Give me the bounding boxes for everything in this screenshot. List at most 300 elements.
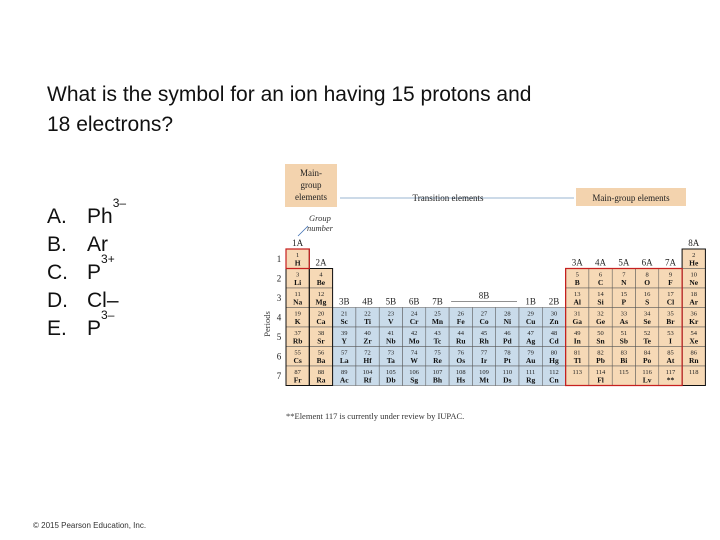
- element-cell: [589, 366, 612, 386]
- element-symbol: Hf: [363, 356, 372, 365]
- element-cell: [519, 366, 542, 386]
- element-cell: [682, 347, 705, 367]
- period-number: 7: [276, 371, 282, 381]
- answer-option-c: [47, 252, 126, 287]
- element-symbol: Bi: [620, 356, 628, 365]
- element-symbol: K: [294, 317, 301, 326]
- element-symbol: Ge: [595, 317, 606, 326]
- group-number-label-line1: Group: [309, 213, 331, 223]
- atomic-number: 8: [645, 271, 649, 279]
- atomic-number: 16: [643, 291, 651, 298]
- element-cell: [612, 288, 635, 308]
- atomic-number: 14: [597, 291, 604, 298]
- element-cell: [449, 366, 472, 386]
- atomic-number: 84: [643, 349, 651, 357]
- atomic-number: 115: [619, 369, 629, 376]
- atomic-number: 36: [690, 310, 697, 318]
- atomic-number: 4: [319, 271, 323, 279]
- element-symbol: H: [294, 258, 301, 268]
- element-cell: [659, 308, 682, 328]
- element-cell: [286, 288, 309, 308]
- element-cell: [472, 347, 495, 367]
- atomic-number: 28: [504, 310, 511, 318]
- atomic-number: 9: [668, 271, 673, 279]
- element-symbol: Cr: [409, 317, 419, 326]
- element-symbol: Pb: [596, 356, 605, 365]
- element-symbol: Cn: [549, 375, 559, 385]
- element-symbol: Rg: [526, 375, 536, 385]
- element-symbol: Tl: [573, 356, 581, 365]
- element-symbol: Si: [597, 297, 604, 307]
- answer-letter: C.: [47, 261, 68, 284]
- element-symbol: Li: [294, 278, 302, 287]
- element-symbol: Os: [456, 356, 466, 365]
- element-symbol: Rf: [363, 375, 372, 385]
- transition-label: Transition elements: [412, 193, 484, 203]
- answer-symbol: Cl–: [87, 289, 119, 312]
- element-symbol: Kr: [689, 317, 699, 326]
- element-cell: [309, 308, 332, 328]
- element-cell: [682, 249, 705, 269]
- group-label: 1A: [292, 238, 304, 248]
- element-symbol: O: [644, 278, 651, 287]
- element-cell: [379, 308, 402, 328]
- group-label: 5B: [385, 296, 397, 307]
- element-cell: [519, 308, 542, 328]
- element-symbol: P: [621, 297, 627, 307]
- element-symbol: Sr: [317, 336, 325, 346]
- element-symbol: N: [621, 278, 627, 287]
- element-cell: [286, 366, 309, 386]
- atomic-number: 109: [479, 369, 489, 376]
- group-label: 1B: [525, 296, 536, 307]
- atomic-number: 26: [457, 310, 464, 318]
- answer-charge: 3–: [101, 308, 115, 322]
- period-number: 1: [276, 254, 282, 264]
- atomic-number: 1: [296, 252, 300, 259]
- element-symbol: Mt: [479, 375, 489, 385]
- atomic-number: 88: [317, 369, 325, 376]
- atomic-number: 42: [410, 330, 418, 337]
- atomic-number: 27: [480, 310, 488, 318]
- group-label: 3A: [571, 257, 583, 268]
- atomic-number: 57: [341, 349, 348, 357]
- element-cell: [542, 308, 565, 328]
- element-cell: [636, 288, 659, 308]
- element-symbol: Fr: [293, 375, 302, 385]
- element-cell: [496, 308, 519, 328]
- element-symbol: Ni: [503, 317, 512, 326]
- element-cell: [426, 366, 449, 386]
- element-cell: [589, 327, 612, 347]
- element-cell: [309, 366, 332, 386]
- element-symbol: F: [668, 278, 673, 287]
- element-symbol: Xe: [689, 336, 699, 346]
- element-symbol: Ru: [455, 336, 466, 346]
- element-symbol: Co: [479, 317, 489, 326]
- atomic-number: 32: [597, 310, 604, 318]
- element-cell: [333, 308, 356, 328]
- atomic-number: 45: [480, 330, 488, 337]
- element-symbol: Fe: [456, 317, 465, 326]
- atomic-number: 80: [550, 349, 558, 357]
- element-symbol: Se: [643, 317, 651, 326]
- element-symbol: Rb: [292, 336, 303, 346]
- element-cell: [403, 347, 426, 367]
- atomic-number: 24: [410, 310, 418, 318]
- element-cell: [333, 347, 356, 367]
- question-line-2: 18 electrons?: [47, 113, 174, 136]
- atomic-number: 10: [690, 271, 697, 279]
- element-cell: [286, 308, 309, 328]
- element-symbol: Re: [433, 356, 442, 365]
- element-cell: [426, 347, 449, 367]
- group-label: 8A: [688, 238, 700, 248]
- atomic-number: 30: [550, 310, 558, 318]
- element-symbol: Hs: [456, 375, 466, 385]
- element-symbol: Tc: [433, 336, 442, 346]
- element-cell: [542, 327, 565, 347]
- atomic-number: 53: [667, 330, 674, 337]
- atomic-number: 114: [595, 369, 606, 376]
- element-symbol: In: [573, 336, 581, 346]
- element-cell: [472, 366, 495, 386]
- element-symbol: He: [689, 258, 699, 268]
- element-cell: [659, 366, 682, 386]
- element-symbol: Al: [573, 297, 581, 307]
- element-cells: [286, 249, 705, 386]
- group-label: 3B: [338, 296, 350, 307]
- atomic-number: 51: [620, 330, 628, 337]
- element-cell: [682, 308, 705, 328]
- element-cell: [566, 308, 589, 328]
- atomic-number: 35: [667, 310, 674, 318]
- atomic-number: 85: [667, 349, 674, 357]
- element-symbol: Ga: [572, 317, 583, 326]
- element-cell: [403, 327, 426, 347]
- answer-symbol: Ph: [87, 205, 113, 228]
- element-symbol: Cd: [549, 336, 559, 346]
- group-label: 5A: [618, 257, 630, 268]
- atomic-number: 25: [434, 310, 441, 318]
- element-cell: [379, 366, 402, 386]
- answer-symbol: P: [87, 261, 102, 284]
- atomic-number: 75: [434, 349, 441, 357]
- element-symbol: Sb: [619, 336, 629, 346]
- element-symbol: Cl: [666, 297, 675, 307]
- element-symbol: Sc: [340, 317, 348, 326]
- element-cell: [356, 308, 379, 328]
- element-symbol: Au: [525, 356, 536, 365]
- element-cell: [682, 327, 705, 347]
- atomic-number: 11: [294, 291, 301, 298]
- atomic-number: 117: [665, 369, 676, 376]
- atomic-number: 21: [341, 310, 348, 318]
- group-label: 7B: [432, 296, 443, 307]
- atomic-number: 5: [575, 271, 579, 279]
- atomic-number: 79: [527, 349, 534, 357]
- element-cell: [682, 366, 705, 386]
- element-cell: [589, 288, 612, 308]
- element-cell: [589, 308, 612, 328]
- element-symbol: S: [645, 297, 650, 307]
- atomic-number: 19: [294, 310, 301, 318]
- main-group-label-line2: group: [300, 180, 322, 190]
- atomic-number: 20: [317, 310, 325, 318]
- element-symbol: W: [410, 356, 418, 365]
- element-symbol: Zn: [549, 317, 559, 326]
- atomic-number: 23: [387, 310, 395, 318]
- element-symbol: Po: [642, 356, 652, 365]
- element-symbol: Hg: [549, 356, 559, 365]
- atomic-number: 82: [597, 349, 604, 357]
- element-symbol: Rh: [479, 336, 489, 346]
- element-cell: [659, 347, 682, 367]
- question-line-1: What is the symbol for an ion having 15 protons and: [47, 83, 532, 106]
- atomic-number: 50: [597, 330, 604, 337]
- atomic-number: 39: [341, 330, 348, 337]
- group-label: 4B: [362, 296, 373, 307]
- element-cell: [472, 308, 495, 328]
- element-cell: [542, 366, 565, 386]
- element-cell: [309, 269, 332, 289]
- answer-symbol: Ar: [87, 233, 108, 256]
- element-cell: [496, 327, 519, 347]
- atomic-number: 76: [457, 349, 464, 357]
- element-cell: [426, 308, 449, 328]
- atomic-number: 113: [572, 369, 583, 376]
- answer-letter: A.: [47, 205, 67, 228]
- atomic-number: 37: [294, 330, 301, 337]
- element-symbol: Ra: [316, 375, 326, 385]
- element-cell: [612, 308, 635, 328]
- atomic-number: 86: [690, 349, 697, 357]
- element-cell: [379, 327, 402, 347]
- atomic-number: 52: [643, 330, 651, 337]
- element-symbol: Cs: [293, 356, 302, 365]
- answer-letter: E.: [47, 317, 67, 340]
- atomic-number: 81: [574, 349, 581, 357]
- element-cell: [472, 327, 495, 347]
- element-cell: [566, 366, 589, 386]
- element-symbol: Pd: [502, 336, 512, 346]
- element-cell: [309, 327, 332, 347]
- period-number: 2: [276, 273, 282, 284]
- element-symbol: Ta: [386, 356, 395, 365]
- element-symbol: B: [574, 278, 580, 287]
- atomic-number: 83: [620, 349, 628, 357]
- group-label: 2B: [548, 296, 560, 307]
- atomic-number: 112: [549, 369, 559, 376]
- atomic-number: 73: [387, 349, 395, 357]
- atomic-number: 7: [622, 271, 626, 279]
- element-cell: [519, 347, 542, 367]
- element-cell: [286, 347, 309, 367]
- element-cell: [566, 269, 589, 289]
- element-cell: [519, 327, 542, 347]
- element-cell: [589, 347, 612, 367]
- footnote: **Element 117 is currently under review by IUPAC.: [286, 411, 465, 421]
- answer-charge: 3+: [101, 252, 115, 266]
- atomic-number: 49: [574, 330, 581, 337]
- element-symbol: As: [619, 317, 629, 326]
- atomic-number: 47: [527, 330, 534, 337]
- element-cell: [542, 347, 565, 367]
- atomic-number: 104: [362, 369, 373, 376]
- answer-symbol: P: [87, 317, 102, 340]
- element-symbol: Y: [341, 336, 347, 346]
- atomic-number: 38: [317, 330, 325, 337]
- atomic-number: 106: [409, 369, 420, 376]
- atomic-number: 2: [692, 252, 696, 259]
- element-symbol: Te: [643, 336, 651, 346]
- element-symbol: Ti: [364, 317, 372, 326]
- element-cell: [496, 347, 519, 367]
- atomic-number: 31: [574, 310, 581, 318]
- element-cell: [356, 327, 379, 347]
- atomic-number: 72: [364, 349, 371, 357]
- element-cell: [636, 327, 659, 347]
- element-symbol: Mg: [315, 297, 327, 307]
- element-cell: [636, 308, 659, 328]
- atomic-number: 107: [432, 369, 443, 376]
- atomic-number: 17: [667, 291, 674, 298]
- group-label: 2A: [315, 257, 327, 268]
- element-symbol: Ar: [689, 297, 699, 307]
- element-cell: [612, 327, 635, 347]
- atomic-number: 40: [364, 330, 371, 337]
- element-cell: [333, 366, 356, 386]
- atomic-number: 41: [387, 330, 395, 337]
- element-symbol: I: [668, 336, 672, 346]
- atomic-number: 56: [317, 349, 325, 357]
- group-label: 6A: [641, 257, 653, 268]
- element-symbol: At: [666, 356, 675, 365]
- element-cell: [333, 327, 356, 347]
- answer-charge: 3–: [112, 196, 127, 210]
- element-cell: [612, 347, 635, 367]
- atomic-number: 55: [294, 349, 301, 357]
- element-cell: [286, 249, 309, 269]
- element-symbol: La: [339, 356, 349, 365]
- element-cell: [449, 347, 472, 367]
- atomic-number: 43: [434, 330, 441, 337]
- atomic-number: 13: [574, 291, 581, 298]
- element-symbol: Be: [316, 278, 326, 287]
- element-cell: [636, 347, 659, 367]
- period-number: 6: [276, 351, 282, 362]
- atomic-number: 118: [688, 369, 699, 376]
- atomic-number: 46: [504, 330, 511, 337]
- main-group-label-line3: elements: [295, 192, 327, 202]
- group-label: 8B: [478, 290, 490, 301]
- atomic-number: 22: [364, 310, 371, 318]
- atomic-number: 87: [294, 369, 301, 376]
- element-cell: [356, 347, 379, 367]
- atomic-number: 44: [457, 330, 464, 337]
- element-cell: [496, 366, 519, 386]
- atomic-number: 78: [504, 349, 511, 357]
- answer-letter: B.: [47, 233, 67, 256]
- element-symbol: Db: [386, 375, 396, 385]
- element-cell: [612, 269, 635, 289]
- element-cell: [659, 288, 682, 308]
- atomic-number: 18: [690, 291, 697, 298]
- atomic-number: 33: [620, 310, 628, 318]
- atomic-number: 15: [620, 291, 628, 298]
- answer-option-d: [47, 287, 126, 315]
- element-symbol: Na: [293, 297, 303, 307]
- answer-option-e: [47, 308, 126, 343]
- answer-option-a: [47, 196, 127, 231]
- element-symbol: Ir: [480, 356, 488, 365]
- element-cell: [403, 366, 426, 386]
- period-number: 5: [276, 332, 282, 342]
- answer-letter: D.: [47, 289, 68, 312]
- element-symbol: Sg: [410, 375, 419, 385]
- element-symbol: Sn: [596, 336, 605, 346]
- atomic-number: 34: [643, 310, 651, 318]
- element-symbol: Ac: [339, 375, 349, 385]
- element-cell: [356, 366, 379, 386]
- period-number: 4: [276, 312, 282, 323]
- atomic-number: 54: [690, 330, 697, 337]
- atomic-number: 105: [385, 369, 396, 376]
- atomic-number: 48: [550, 330, 558, 337]
- element-cell: [566, 327, 589, 347]
- period-number: 3: [276, 293, 282, 303]
- element-cell: [309, 288, 332, 308]
- element-cell: [659, 327, 682, 347]
- atomic-number: 3: [296, 271, 300, 279]
- element-cell: [449, 308, 472, 328]
- atomic-number: 108: [455, 369, 466, 376]
- atomic-number: 12: [317, 291, 325, 298]
- main-group-label-right: Main-group elements: [592, 193, 670, 203]
- atomic-number: 110: [502, 369, 513, 376]
- element-cell: [426, 327, 449, 347]
- element-symbol: V: [388, 317, 394, 326]
- atomic-number: 111: [526, 369, 536, 376]
- group-label: 6B: [408, 296, 420, 307]
- element-symbol: Rn: [688, 356, 699, 365]
- question-text: [47, 80, 647, 140]
- element-cell: [589, 269, 612, 289]
- element-symbol: Fl: [597, 375, 604, 385]
- atomic-number: 74: [410, 349, 418, 357]
- element-symbol: Br: [666, 317, 675, 326]
- periods-label: Periods: [262, 311, 272, 337]
- element-symbol: C: [597, 278, 604, 287]
- element-symbol: Nb: [386, 336, 396, 346]
- element-symbol: Pt: [503, 356, 511, 365]
- atomic-number: 89: [341, 369, 348, 376]
- element-cell: [682, 269, 705, 289]
- element-cell: [449, 327, 472, 347]
- element-cell: [309, 347, 332, 367]
- element-symbol: Bh: [432, 375, 443, 385]
- element-symbol: **: [666, 375, 675, 385]
- group-number-label-line2: number: [307, 223, 333, 233]
- element-symbol: Ne: [689, 278, 699, 287]
- group-label: 7A: [664, 257, 676, 268]
- element-cell: [659, 269, 682, 289]
- element-symbol: Ca: [316, 317, 326, 326]
- atomic-number: 116: [642, 369, 652, 376]
- group-label: 4A: [595, 257, 607, 268]
- element-symbol: Mo: [408, 336, 420, 346]
- element-symbol: Zr: [363, 336, 372, 346]
